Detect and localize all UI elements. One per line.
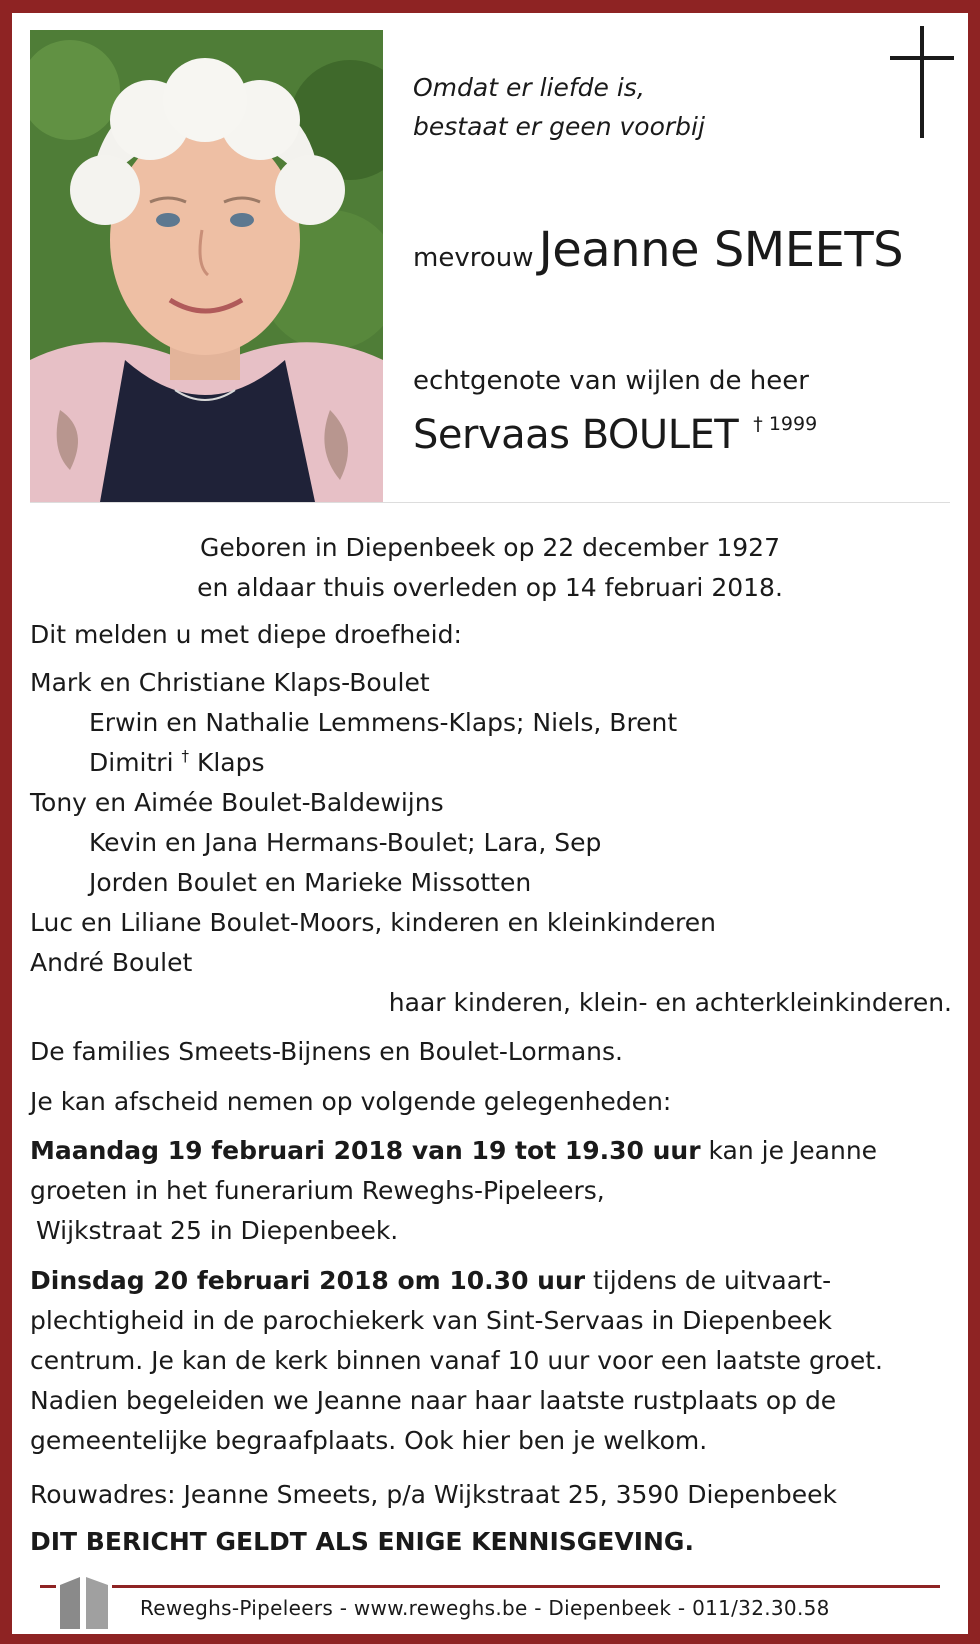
spouse-line: [413, 412, 817, 458]
spouse-death-year: † 1999: [753, 413, 818, 435]
family-summary: haar kinderen, klein- en achterkleinkinderen.: [388, 988, 952, 1017]
farewell-intro: Je kan afscheid nemen op volgende gelegenheden:: [30, 1087, 672, 1116]
deceased-prefix: mevrouw: [413, 243, 534, 273]
family-line-2: Erwin en Nathalie Lemmens-Klaps; Niels, Brent: [89, 708, 678, 737]
funeral-details: tijdens de uitvaart-plechtigheid in de parochiekerk van Sint-Servaas in Diepenbeek centrum. Je kan de kerk binnen vanaf 10 uur voor een laatste groet. Nadien begeleiden we Jeanne naar haar laatste rustplaats op de gemeentelijke begraafplaats. Ook hier ben je welkom.: [30, 1266, 883, 1455]
funeral-home-logo-icon: [56, 1573, 112, 1629]
family-line-5: Kevin en Jana Hermans-Boulet; Lara, Sep: [89, 828, 602, 857]
quote-line-2: bestaat er geen voorbij: [413, 112, 705, 141]
mourning-address: Rouwadres: Jeanne Smeets, p/a Wijkstraat 25, 3590 Diepenbeek: [30, 1480, 837, 1509]
families-line: De families Smeets-Bijnens en Boulet-Lormans.: [30, 1037, 623, 1066]
quote-line-1: Omdat er liefde is,: [413, 73, 645, 102]
family-line-6: Jorden Boulet en Marieke Missotten: [89, 868, 532, 897]
announcement: Dit melden u met diepe droefheid:: [30, 620, 462, 649]
portrait-illustration: [30, 30, 383, 502]
footer-divider: [40, 1585, 940, 1588]
visit-paragraph: [30, 1131, 945, 1251]
death-line: en aldaar thuis overleden op 14 februari 2018.: [197, 573, 783, 602]
visit-address: Wijkstraat 25 in Diepenbeek.: [36, 1216, 399, 1245]
footer-contact: Reweghs-Pipeleers - www.reweghs.be - Diepenbeek - 011/32.30.58: [140, 1596, 830, 1620]
family-line-1: Mark en Christiane Klaps-Boulet: [30, 668, 430, 697]
birth-death-info: [30, 528, 950, 608]
birth-line: Geboren in Diepenbeek op 22 december 1927: [200, 533, 780, 562]
family-line-3: [89, 748, 265, 777]
family-line-3-name: Dimitri: [89, 748, 174, 777]
spouse-intro: echtgenote van wijlen de heer: [413, 366, 809, 396]
deceased-name: Jeanne SMEETS: [538, 222, 904, 278]
divider: [30, 502, 950, 503]
spouse-name: Servaas BOULET: [413, 412, 739, 458]
family-line-8: André Boulet: [30, 948, 193, 977]
family-line-7: Luc en Liliane Boulet-Moors, kinderen en kleinkinderen: [30, 908, 716, 937]
deceased-name-line: [413, 222, 903, 278]
funeral-date: Dinsdag 20 februari 2018 om 10.30 uur: [30, 1266, 586, 1295]
cross-icon: [890, 26, 954, 138]
family-line-3-mark: †: [181, 747, 189, 765]
visit-date: Maandag 19 februari 2018 van 19 tot 19.30 uur: [30, 1136, 701, 1165]
family-line-4: Tony en Aimée Boulet-Baldewijns: [30, 788, 444, 817]
family-line-3-rest: Klaps: [196, 748, 265, 777]
funeral-paragraph: [30, 1261, 945, 1461]
notice: DIT BERICHT GELDT ALS ENIGE KENNISGEVING.: [30, 1527, 694, 1556]
visit-details: kan je Jeanne groeten in het funerarium Reweghs-Pipeleers,: [30, 1136, 878, 1205]
memorial-quote: [413, 68, 853, 146]
portrait-photo: [30, 30, 383, 502]
